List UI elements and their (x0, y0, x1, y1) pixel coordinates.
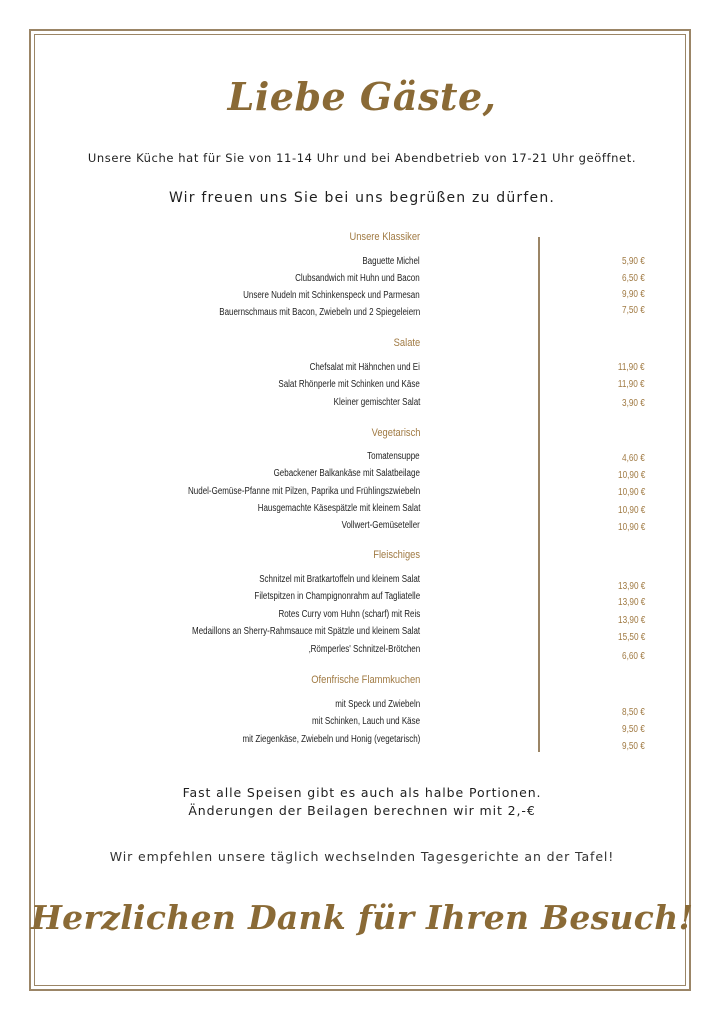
menu-item: Filetspitzen in Champignonrahm auf Tagliatelle (254, 591, 420, 602)
menu-item: ‚Römperles' Schnitzel-Brötchen (308, 644, 420, 655)
menu-price: 15,50 € (617, 632, 645, 643)
opening-hours: Unsere Küche hat für Sie von 11-14 Uhr und bei Abendbetrieb von 17-21 Uhr geöffnet. (87, 151, 637, 165)
menu-price: 8,50 € (622, 707, 645, 718)
side-changes-note: Änderungen der Beilagen berechnen wir mit 2,-€ (188, 803, 536, 818)
menu-price: 6,50 € (622, 273, 645, 284)
menu-item: mit Speck und Zwiebeln (335, 699, 420, 710)
daily-specials-note: Wir empfehlen unsere täglich wechselnden Tagesgerichte an der Tafel! (109, 849, 615, 864)
menu-item: Vollwert-Gemüseteller (341, 520, 420, 531)
menu-price: 9,90 € (622, 289, 645, 300)
menu-price: 10,90 € (617, 470, 645, 481)
menu-price: 6,60 € (622, 651, 645, 662)
menu-item: Schnitzel mit Bratkartoffeln und kleinem Salat (259, 574, 420, 585)
menu-item: Rotes Curry vom Huhn (scharf) mit Reis (278, 609, 420, 620)
menu-price: 9,50 € (622, 741, 645, 752)
menu-item: Nudel-Gemüse-Pfanne mit Pilzen, Paprika und Frühlingszwiebeln (187, 486, 420, 497)
menu-item: Hausgemachte Käsespätzle mit kleinem Salat (257, 503, 420, 514)
closing-message: Herzlichen Dank für Ihren Besuch! (30, 898, 694, 937)
menu-price: 13,90 € (617, 615, 645, 626)
menu-item: Clubsandwich mit Huhn und Bacon (295, 273, 420, 284)
menu-item: Tomatensuppe (367, 451, 420, 462)
menu-item: mit Ziegenkäse, Zwiebeln und Honig (vegetarisch) (242, 734, 420, 745)
menu-item: Kleiner gemischter Salat (333, 397, 420, 408)
menu-item: Chefsalat mit Hähnchen und Ei (309, 362, 420, 373)
menu-price: 10,90 € (617, 505, 645, 516)
menu-price: 13,90 € (617, 581, 645, 592)
menu-item: mit Schinken, Lauch und Käse (311, 716, 420, 727)
page-title: Liebe Gäste, (227, 74, 497, 119)
welcome-text: Wir freuen uns Sie bei uns begrüßen zu dürfen. (168, 190, 556, 206)
menu-price: 3,90 € (622, 398, 645, 409)
half-portions-note: Fast alle Speisen gibt es auch als halbe Portionen. (182, 785, 542, 800)
menu-item: Gebackener Balkankäse mit Salatbeilage (273, 468, 420, 479)
menu-price: 10,90 € (617, 522, 645, 533)
section-title: Unsere Klassiker (349, 231, 420, 243)
menu-price: 11,90 € (618, 379, 645, 390)
section-title: Ofenfrische Flammkuchen (310, 674, 420, 686)
menu-price: 5,90 € (622, 256, 645, 267)
section-title: Salate (393, 337, 420, 349)
menu-item: Bauernschmaus mit Bacon, Zwiebeln und 2 Spiegeleiern (218, 307, 420, 318)
menu-price: 11,90 € (618, 362, 645, 373)
menu-item: Baguette Michel (362, 256, 420, 267)
menu-divider (538, 237, 540, 752)
menu-price: 4,60 € (622, 453, 645, 464)
menu-item: Medaillons an Sherry-Rahmsauce mit Spätzle und kleinem Salat (191, 626, 420, 637)
menu-item: Salat Rhönperle mit Schinken und Käse (278, 379, 420, 390)
menu-price: 7,50 € (622, 305, 645, 316)
section-title: Fleischiges (373, 549, 420, 561)
menu-item: Unsere Nudeln mit Schinkenspeck und Parmesan (243, 290, 420, 301)
section-title: Vegetarisch (371, 427, 420, 439)
menu-price: 9,50 € (622, 724, 645, 735)
menu-price: 13,90 € (617, 597, 645, 608)
menu-price: 10,90 € (617, 487, 645, 498)
